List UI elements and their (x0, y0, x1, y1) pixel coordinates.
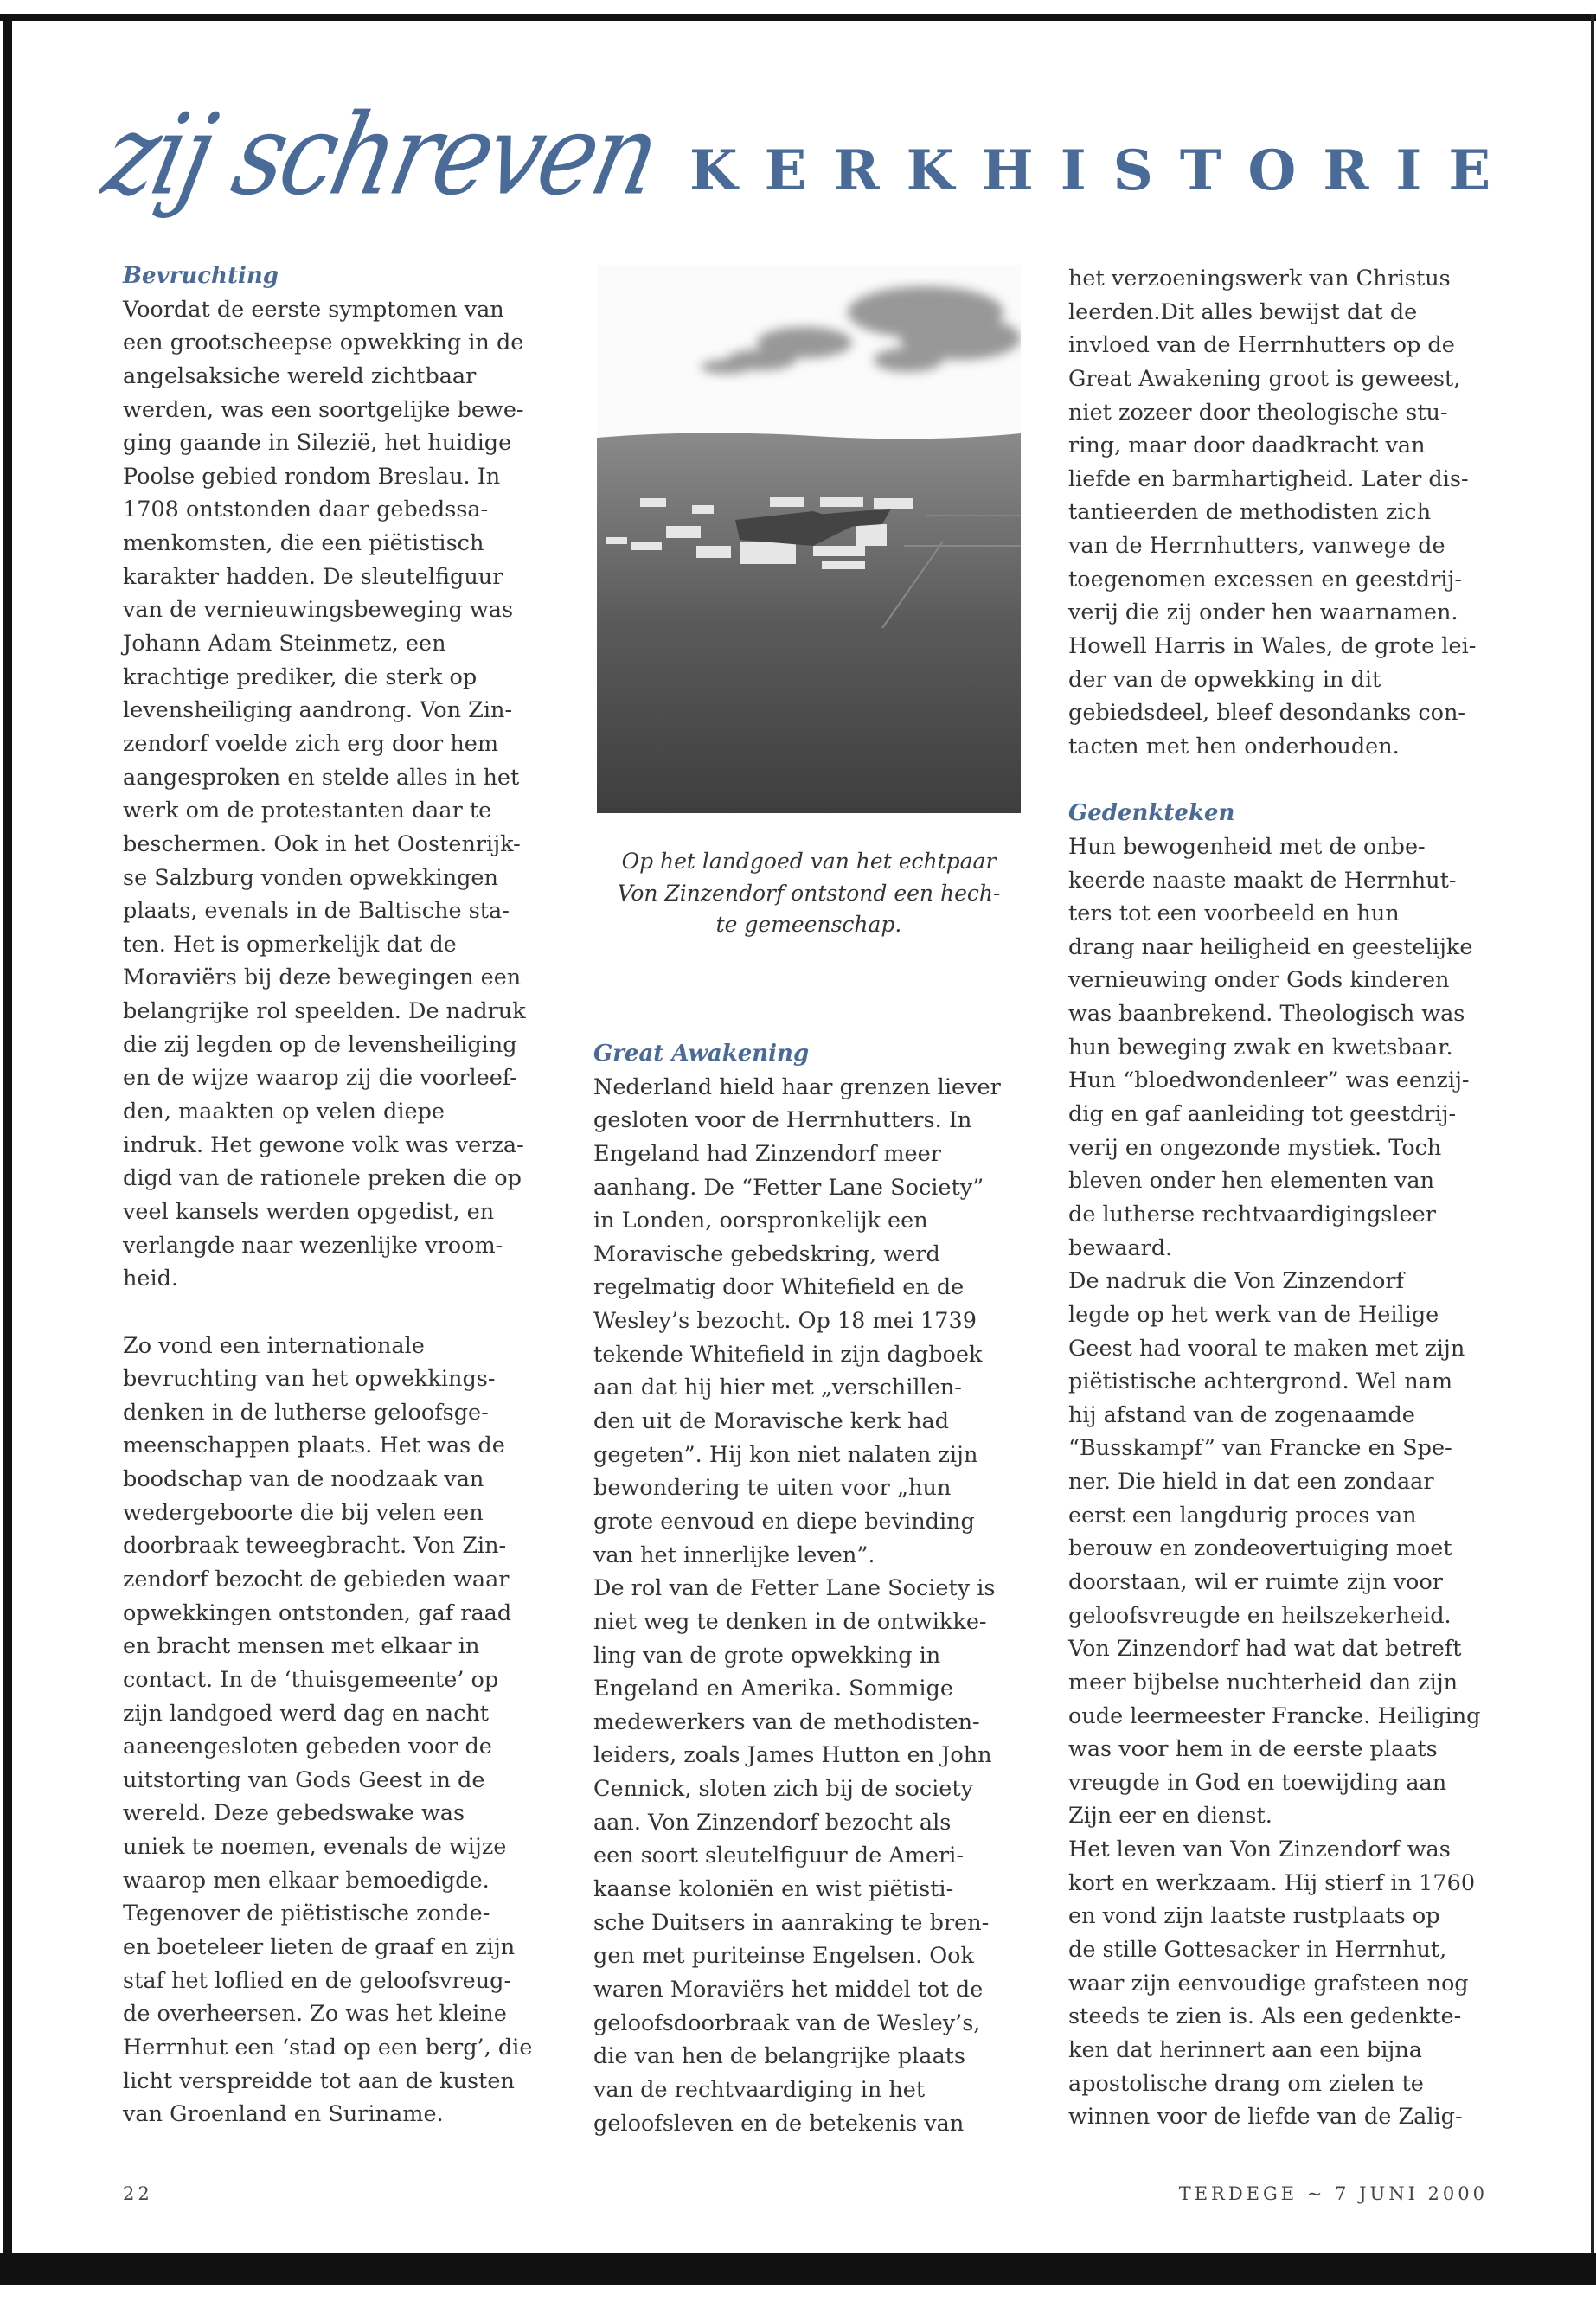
text-line: Tegenover de piëtistische zonde- (123, 1900, 490, 1927)
text-line: se Salzburg vonden opwekkingen (123, 864, 498, 891)
text-line: waren Moraviërs het middel tot de (593, 1976, 984, 2003)
text-line: den, maakten op velen diepe (123, 1099, 445, 1125)
text-line: den uit de Moravische kerk had (593, 1408, 950, 1435)
text-line: Engeland had Zinzendorf meer (593, 1140, 941, 1167)
text-line: belangrijke rol speelden. De nadruk (123, 998, 526, 1025)
caption-lines (588, 846, 1029, 941)
column-3-body-top (1068, 262, 1501, 797)
text-line: apostolische drang om zielen te (1068, 2070, 1424, 2097)
text-line: een grootscheepse opwekking in de (123, 330, 524, 356)
text-line: geloofsdoorbraak van de Wesley’s, (593, 2009, 981, 2036)
text-line: plaats, evenals in de Baltische sta- (123, 898, 510, 925)
text-line: van het innerlijke leven”. (593, 1541, 875, 1568)
text-line: der van de opwekking in dit (1068, 666, 1381, 693)
text-line: Howell Harris in Wales, de grote lei- (1068, 633, 1477, 660)
text-line: uitstorting van Gods Geest in de (123, 1766, 485, 1793)
text-line: geloofsleven en de betekenis van (593, 2110, 965, 2137)
hills (597, 433, 1021, 813)
text-line: invloed van de Herrnhutters op de (1068, 332, 1455, 359)
text-line: Op het landgoed van het echtpaar (621, 849, 997, 874)
article-column-3 (1068, 262, 1501, 2134)
text-line: digd van de rationele preken die op (123, 1165, 522, 1192)
text-line: “Busskampf” van Francke en Spe- (1068, 1435, 1452, 1462)
text-line: de overheersen. Zo was het kleine (123, 2001, 507, 2028)
text-line: doorstaan, wil er ruimte zijn voor (1068, 1568, 1443, 1595)
text-line: bewondering te uiten voor „hun (593, 1475, 952, 1502)
text-line: De nadruk die Von Zinzendorf (1068, 1268, 1404, 1295)
text-line: Von Zinzendorf ontstond een hech- (617, 880, 1001, 906)
text-line: werden, was een soortgelijke bewe- (123, 396, 524, 423)
text-line: meenschappen plaats. Het was de (123, 1433, 505, 1459)
column-2-body (593, 1071, 1026, 2141)
text-line: van Groenland en Suriname. (123, 2101, 444, 2128)
text-line: ters tot een voorbeeld en hun (1068, 901, 1400, 927)
text-line: Nederland hield haar grenzen liever (593, 1074, 1001, 1100)
text-line: boodschap van de noodzaak van (123, 1466, 484, 1493)
text-line: en vond zijn laatste rustplaats op (1068, 1903, 1440, 1930)
text-line: aan. Von Zinzendorf bezocht als (593, 1809, 952, 1836)
text-line: licht verspreidde tot aan de kusten (123, 2067, 515, 2094)
text-line: karakter hadden. De sleutelfiguur (123, 563, 503, 590)
text-line: wedergeboorte die bij velen een (123, 1499, 484, 1526)
page-border-right (1591, 14, 1594, 2285)
text-line: hun beweging zwak en kwetsbaar. (1068, 1034, 1453, 1061)
text-line: Herrnhut een ‘stad op een berg’, die (123, 2034, 533, 2061)
text-line: leiders, zoals James Hutton en John (593, 1742, 992, 1769)
text-line: waarop men elkaar bemoedigde. (123, 1867, 490, 1894)
text-line: ling van de grote opwekking in (593, 1642, 941, 1669)
text-line: was baanbrekend. Theologisch was (1068, 1001, 1465, 1028)
page-number: 22 (123, 2183, 153, 2204)
text-line: eerst een langdurig proces van (1068, 1502, 1417, 1529)
text-line: indruk. Het gewone volk was verza- (123, 1131, 524, 1158)
text-line: Het leven van Von Zinzendorf was (1068, 1836, 1451, 1863)
text-line: oude leermeester Francke. Heiliging (1068, 1702, 1481, 1729)
text-line: Geest had vooral te maken met zijn (1068, 1335, 1465, 1362)
text-line: ging gaande in Silezië, het huidige (123, 430, 512, 457)
text-line: winnen voor de liefde van de Zalig- (1068, 2104, 1463, 2131)
text-line: berouw en zondeovertuiging moet (1068, 1535, 1452, 1562)
text-line: legde op het werk van de Heilige (1068, 1301, 1439, 1328)
text-line: drang naar heiligheid en geestelijke (1068, 933, 1473, 960)
text-line: keerde naaste maakt de Herrnhut- (1068, 867, 1457, 894)
text-line: toegenomen excessen en geestdrij- (1068, 566, 1462, 593)
text-line: denken in de lutherse geloofsge- (123, 1399, 489, 1426)
text-line: Poolse gebied rondom Breslau. In (123, 463, 501, 490)
text-line: veel kansels werden opgedist, en (123, 1198, 495, 1225)
text-line: Johann Adam Steinmetz, een (123, 631, 446, 657)
text-line: en de wijze waarop zij die voorleef- (123, 1065, 517, 1092)
text-line: niet weg te denken in de ontwikke- (593, 1608, 987, 1635)
text-line: ner. Die hield in dat een zondaar (1068, 1469, 1434, 1496)
text-line: 1708 ontstonden daar gebedssa- (123, 497, 489, 523)
text-line: en bracht mensen met elkaar in (123, 1633, 480, 1660)
text-line: Hun “bloedwondenleer” was eenzij- (1068, 1067, 1470, 1094)
text-line (1068, 764, 1501, 798)
subheading-gedenkteken: Gedenkteken (1068, 800, 1235, 827)
text-line: ken dat herinnert aan een bijna (1068, 2036, 1422, 2063)
text-line: doorbraak teweegbracht. Von Zin- (123, 1533, 507, 1560)
text-line: zijn landgoed werd dag en nacht (123, 1700, 490, 1727)
text-line: een soort sleutelfiguur de Ameri- (593, 1843, 964, 1869)
text-line: en boeteleer lieten de graaf en zijn (123, 1934, 516, 1961)
text-line: contact. In de ‘thuisgemeente’ op (123, 1666, 499, 1693)
text-line: Voordat de eerste symptomen van (123, 296, 504, 323)
landscape-photo (597, 265, 1021, 813)
text-line: ten. Het is opmerkelijk dat de (123, 931, 457, 958)
text-line: Zo vond een internationale (123, 1332, 425, 1359)
text-line: grote eenvoud en diepe bevinding (593, 1508, 975, 1535)
text-line: die van hen de belangrijke plaats (593, 2043, 966, 2070)
text-line: kaanse koloniën en wist piëtisti- (593, 1876, 954, 1903)
text-line: het verzoeningswerk van Christus (1068, 266, 1451, 292)
text-line: aaneengesloten gebeden voor de (123, 1734, 492, 1760)
text-line: krachtige prediker, die sterk op (123, 663, 478, 690)
text-line: van de rechtvaardiging in het (593, 2076, 926, 2103)
text-line: van de vernieuwingsbeweging was (123, 597, 514, 624)
column-1-body (123, 293, 555, 2131)
text-line: De rol van de Fetter Lane Society is (593, 1575, 996, 1602)
text-line: vernieuwing onder Gods kinderen (1068, 967, 1450, 994)
text-line: gegeten”. Hij kon niet nalaten zijn (593, 1441, 978, 1468)
text-line: tekende Whitefield in zijn dagboek (593, 1341, 983, 1368)
text-line: geloofsvreugde en heilszekerheid. (1068, 1602, 1452, 1629)
subheading-bevruchting: Bevruchting (123, 263, 279, 289)
text-line: aanhang. De “Fetter Lane Society” (593, 1174, 984, 1201)
text-line: in Londen, oorspronkelijk een (593, 1208, 928, 1234)
text-line (123, 1296, 555, 1330)
script-title: zij schreven (93, 91, 668, 221)
text-line: van de Herrnhutters, vanwege de (1068, 533, 1445, 560)
page-border-left (3, 14, 12, 2285)
text-line: gen met puriteinse Engelsen. Ook (593, 1943, 974, 1970)
text-line: de stille Gottesacker in Herrnhut, (1068, 1937, 1447, 1964)
text-line: hij afstand van de zogenaamde (1068, 1401, 1415, 1428)
text-line: liefde en barmhartigheid. Later dis- (1068, 465, 1469, 492)
text-line: werk om de protestanten daar te (123, 798, 492, 824)
text-line: verlangde naar wezenlijke vroom- (123, 1232, 503, 1259)
text-line: heid. (123, 1266, 179, 1292)
text-line: zendorf bezocht de gebieden waar (123, 1566, 510, 1593)
section-title: KERKHISTORIE (689, 138, 1518, 203)
text-line: meer bijbelse nuchterheid dan zijn (1068, 1669, 1458, 1695)
text-line: uniek te noemen, evenals de wijze (123, 1834, 507, 1861)
photo-caption (588, 846, 1029, 941)
page-border-top (0, 14, 1596, 21)
text-line: medewerkers van de methodisten- (593, 1708, 980, 1735)
text-line: vreugde in God en toewijding aan (1068, 1769, 1447, 1796)
text-line: die zij legden op de levensheiliging (123, 1031, 517, 1058)
text-line: was voor hem in de eerste plaats (1068, 1736, 1438, 1763)
page-border-bottom (0, 2253, 1596, 2285)
text-line: waar zijn eenvoudige grafsteen nog (1068, 1970, 1469, 1997)
text-line: aangesproken en stelde alles in het (123, 764, 520, 791)
text-line: Hun bewogenheid met de onbe- (1068, 833, 1426, 860)
text-line: de lutherse rechtvaardigingsleer (1068, 1201, 1436, 1227)
text-line: bleven onder hen elementen van (1068, 1168, 1435, 1195)
text-line: piëtistische achtergrond. Wel nam (1068, 1368, 1452, 1395)
text-line: levensheiliging aandrong. Von Zin- (123, 697, 513, 724)
text-line: sche Duitsers in aanraking te bren- (593, 1909, 990, 1936)
article-column-2 (593, 1037, 1026, 2140)
text-line: staf het loflied en de geloofsvreug- (123, 1967, 512, 1994)
text-line: regelmatig door Whitefield en de (593, 1274, 965, 1301)
text-line: Moraviërs bij deze bewegingen een (123, 965, 522, 991)
text-line: gesloten voor de Herrnhutters. In (593, 1107, 972, 1134)
text-line: Great Awakening groot is geweest, (1068, 365, 1461, 392)
text-line: gebiedsdeel, bleef desondanks con- (1068, 700, 1466, 727)
text-line: dig en gaf aanleiding tot geestdrij- (1068, 1101, 1457, 1128)
text-line: te gemeenschap. (715, 912, 902, 937)
text-line: Wesley’s bezocht. Op 18 mei 1739 (593, 1308, 977, 1335)
text-line: verij en ongezonde mystiek. Toch (1068, 1134, 1442, 1161)
text-line: tantieerden de methodisten zich (1068, 499, 1432, 526)
text-line: zendorf voelde zich erg door hem (123, 730, 499, 757)
text-line: leerden.Dit alles bewijst dat de (1068, 298, 1418, 325)
column-3-body (1068, 830, 1501, 2134)
text-line: bewaard. (1068, 1234, 1173, 1261)
text-line: niet zozeer door theologische stu- (1068, 399, 1448, 426)
text-line: menkomsten, die een piëtistisch (123, 530, 484, 557)
text-line: opwekkingen ontstonden, gaf raad (123, 1599, 512, 1626)
text-line: beschermen. Ook in het Oostenrijk- (123, 830, 521, 857)
text-line: Moravische gebedskring, werd (593, 1240, 940, 1267)
text-line: Engeland en Amerika. Sommige (593, 1676, 953, 1702)
text-line: aan dat hij hier met „verschillen- (593, 1375, 962, 1401)
issue-info: TERDEGE ~ 7 JUNI 2000 (1178, 2183, 1488, 2204)
text-line: bevruchting van het opwekkings- (123, 1366, 496, 1393)
text-line: Von Zinzendorf had wat dat betreft (1068, 1636, 1462, 1663)
text-line: angelsaksiche wereld zichtbaar (123, 362, 477, 389)
text-line: Cennick, sloten zich bij de society (593, 1776, 974, 1803)
text-line: wereld. Deze gebedswake was (123, 1800, 465, 1827)
article-column-1 (123, 260, 555, 2131)
text-line: kort en werkzaam. Hij stierf in 1760 (1068, 1869, 1476, 1896)
text-line: ring, maar door daadkracht van (1068, 433, 1426, 459)
subheading-great-awakening: Great Awakening (593, 1041, 810, 1067)
text-line: tacten met hen onderhouden. (1068, 733, 1400, 760)
text-line: verij die zij onder hen waarnamen. (1068, 599, 1458, 626)
text-line: steeds te zien is. Als een gedenkte- (1068, 2003, 1462, 2030)
text-line: Zijn eer en dienst. (1068, 1803, 1272, 1830)
